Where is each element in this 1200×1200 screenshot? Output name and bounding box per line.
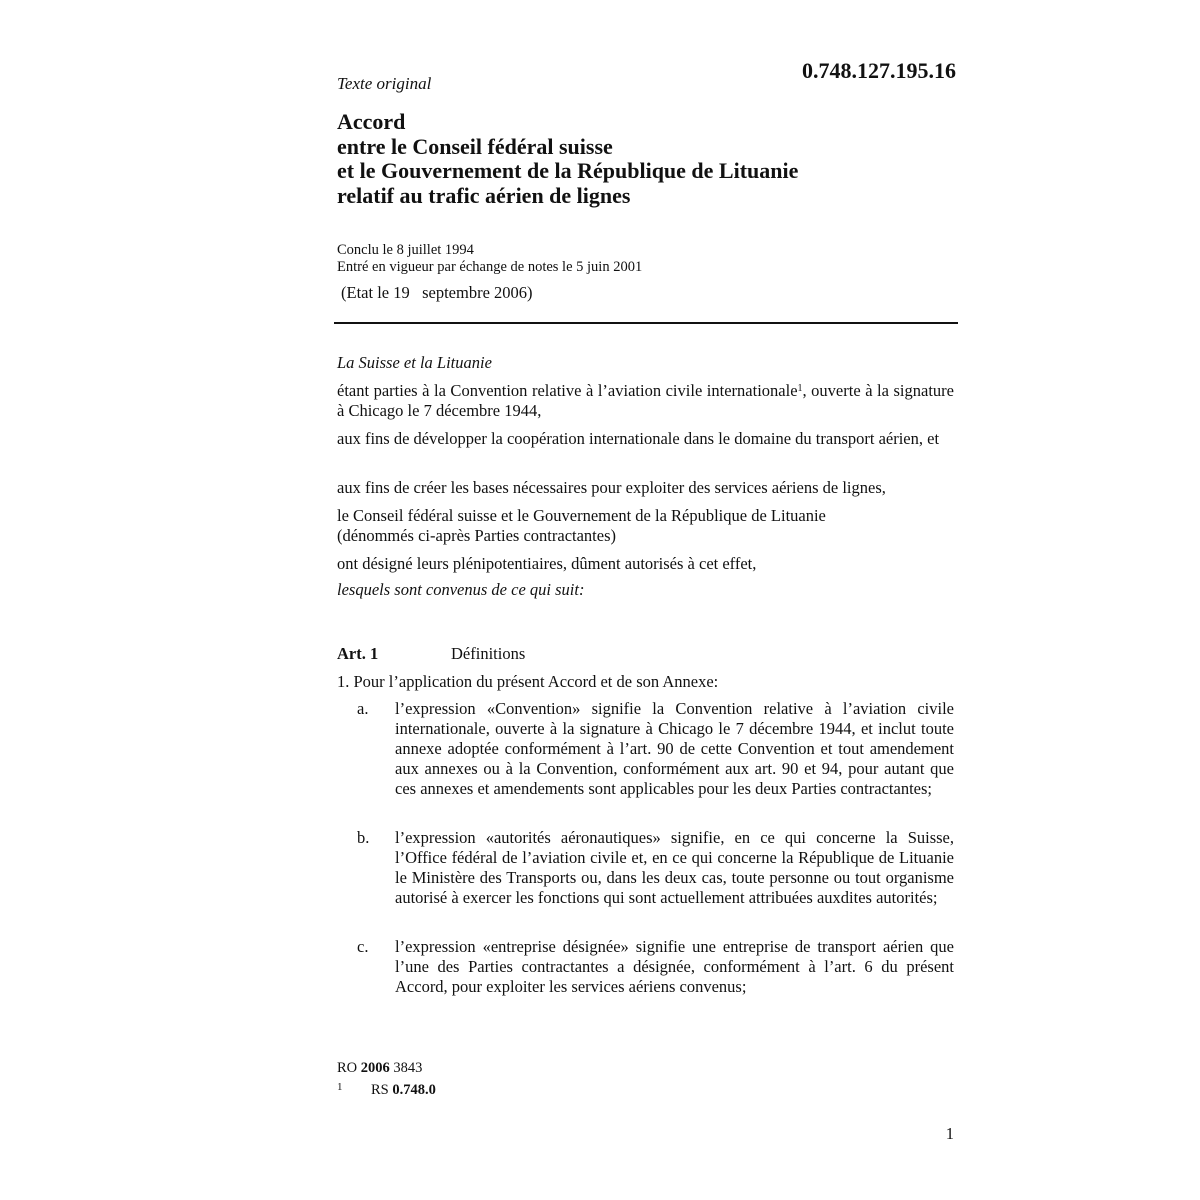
preamble-paragraph: aux fins de créer les bases nécessaires pour exploiter des services aériens de lignes,	[337, 478, 886, 497]
item-text: l’expression «autorités aéronautiques» signifie, en ce qui concerne la Suisse, l’Office fédéral de l’aviation civile et, en ce qui concerne la République de Lituanie le Ministère des Transports ou, dans les deux cas, toute personne ou tout organisme autorisé à exercer les fonctions qui sont actuellement attribuées auxdites autorités;	[395, 828, 954, 907]
footer	[337, 1059, 436, 1100]
preamble-paragraph: ont désigné leurs plénipotentiaires, dûment autorisés à cet effet,	[337, 554, 757, 573]
definition-item	[357, 699, 954, 799]
preamble-text: , ouverte à la signature à Chicago le 7 décembre 1944,	[337, 381, 954, 420]
item-marker: b.	[357, 828, 370, 847]
page-number: 1	[945, 1124, 954, 1143]
document-meta	[337, 242, 642, 276]
preamble-line: le Conseil fédéral suisse et le Gouvernement de la République de Lituanie	[337, 506, 826, 525]
item-text: l’expression «entreprise désignée» signifie une entreprise de transport aérien que l’une des Parties contractantes a désignée, conformément à l’art. 6 du présent Accord, pour exploiter les services aériens convenus;	[395, 937, 954, 996]
footnote-prefix: RS	[371, 1082, 389, 1098]
concluded-date: Conclu le 8 juillet 1994	[337, 242, 474, 258]
article-intro: 1. Pour l’application du présent Accord et de son Annexe:	[337, 672, 719, 691]
footnote-ref: 1	[797, 383, 803, 394]
preamble-paragraph	[337, 381, 954, 421]
preamble-paragraph	[337, 506, 954, 546]
header-divider	[334, 322, 958, 324]
entry-into-force: Entré en vigueur par échange de notes le 5 juin 2001	[337, 259, 643, 275]
title-line: entre le Conseil fédéral suisse	[337, 133, 613, 159]
document-number: 0.748.127.195.16	[802, 58, 956, 83]
footnote-reference: 0.748.0	[392, 1082, 436, 1098]
status-date: (Etat le 19 septembre 2006)	[341, 283, 533, 302]
definition-item	[357, 828, 954, 908]
ro-page: 3843	[393, 1060, 423, 1076]
item-marker: a.	[357, 699, 369, 718]
footnote-marker: 1	[337, 1081, 343, 1093]
title-line: relatif au trafic aérien de lignes	[337, 182, 631, 208]
preamble-text: étant parties à la Convention relative à l’aviation civile internationale	[337, 381, 798, 400]
definition-item	[357, 937, 954, 997]
article-title: Définitions	[451, 644, 526, 663]
preamble-line: (dénommés ci-après Parties contractantes)	[337, 526, 617, 545]
article-heading	[337, 644, 525, 664]
preamble-closing: lesquels sont convenus de ce qui suit:	[337, 580, 585, 599]
footnote	[337, 1078, 436, 1100]
preamble-parties: La Suisse et la Lituanie	[337, 353, 492, 372]
title-line: Accord	[337, 109, 406, 134]
ro-year: 2006	[360, 1060, 390, 1076]
item-marker: c.	[357, 937, 369, 956]
ro-prefix: RO	[337, 1060, 358, 1076]
title-line: et le Gouvernement de la République de Lituanie	[337, 158, 799, 183]
preamble-paragraph: aux fins de développer la coopération internationale dans le domaine du transport aérien, et	[337, 429, 940, 448]
item-text: l’expression «Convention» signifie la Convention relative à l’aviation civile internationale, ouverte à la signature à Chicago le 7 décembre 1944, et inclut toute annexe adoptée conformément à l’art. 90 de cette Convention et tout amendement aux annexes ou à la Convention, conformément aux art. 90 et 94, pour autant que ces annexes et amendements sont applicables pour les deux Parties contractantes;	[395, 699, 954, 798]
article-number: Art. 1	[337, 644, 379, 663]
document-title	[337, 110, 957, 208]
original-text-label: Texte original	[337, 74, 432, 93]
ro-reference	[337, 1059, 436, 1078]
